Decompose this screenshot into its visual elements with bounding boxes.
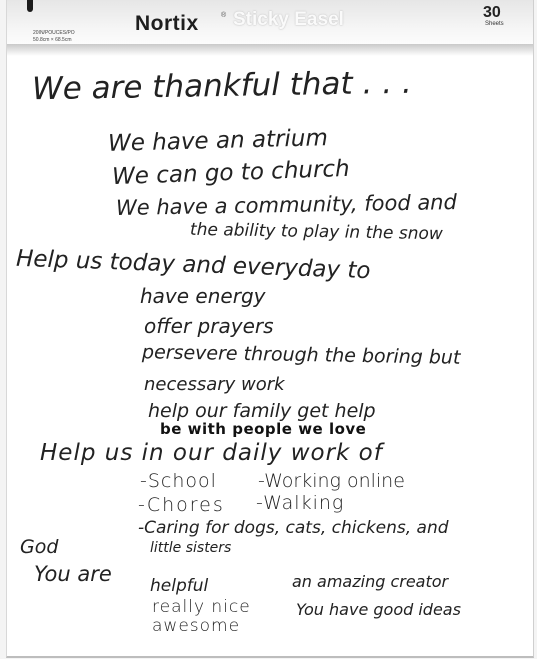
- sheet-count: 30: [483, 4, 501, 21]
- work-item-chores: -Chores: [138, 494, 225, 516]
- thanks-line-2: We can go to church: [111, 155, 351, 191]
- attribute-awesome: awesome: [152, 616, 241, 636]
- work-item-sisters: little sisters: [150, 540, 232, 556]
- binder-clip: [27, 0, 33, 12]
- pad-header: [7, 0, 533, 52]
- thanks-line-1: We have an atrium: [107, 125, 329, 157]
- heading-thankful: We are thankful that . . .: [31, 64, 413, 108]
- attribute-amazing-creator: an amazing creator: [292, 572, 449, 591]
- help-item-5: help our family get help: [148, 400, 376, 422]
- pad-size-spec-line1: 20IN/POUCES/PO: [33, 30, 75, 36]
- attribute-good-ideas: You have good ideas: [296, 600, 461, 619]
- work-item-school: -School: [140, 470, 217, 492]
- help-item-3: persevere through the boring but: [141, 341, 461, 369]
- help-item-2: offer prayers: [144, 314, 274, 338]
- help-item-6: be with people we love: [160, 420, 367, 438]
- help-item-4: necessary work: [144, 374, 285, 395]
- attribute-really-nice: really nice: [152, 597, 251, 617]
- attribute-helpful: helpful: [150, 576, 209, 596]
- pad-size-spec-line2: 50.8cm × 68.5cm: [33, 37, 72, 43]
- thanks-line-4: the ability to play in the snow: [189, 219, 443, 245]
- registered-mark: ®: [221, 12, 227, 19]
- work-item-caring: -Caring for dogs, cats, chickens, and: [138, 518, 449, 538]
- pad-binding-edge: [7, 44, 533, 56]
- thanks-line-3: We have a community, food and: [115, 190, 458, 220]
- sheet-count-label: Sheets: [485, 21, 504, 27]
- heading-help-us: Help us today and everyday to: [15, 245, 371, 285]
- pad-size-spec: [33, 30, 75, 44]
- work-item-online: -Working online: [258, 470, 405, 492]
- help-item-1: have energy: [140, 284, 266, 308]
- god-label: God: [20, 536, 59, 558]
- brand-logo: Nortix: [135, 12, 199, 35]
- product-name: Sticky Easel: [233, 9, 344, 30]
- you-are-label: You are: [34, 562, 112, 586]
- work-item-walking: -Walking: [256, 492, 345, 514]
- heading-daily-work: Help us in our daily work of: [40, 440, 383, 466]
